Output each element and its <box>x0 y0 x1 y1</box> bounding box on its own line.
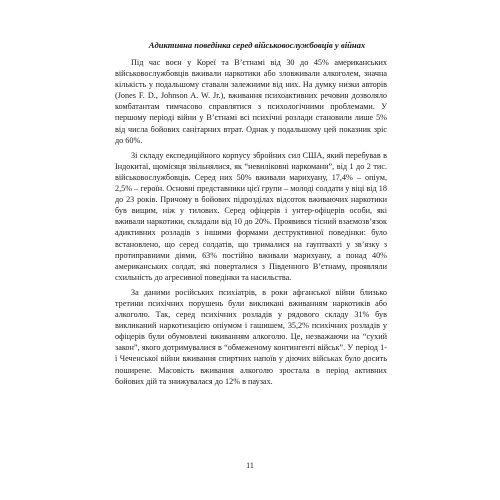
paragraph-3: За даними російських психіатрів, в роки афганської війни близько третини психічних порушень були викликані вживанням наркотиків або алкоголю. Так, серед психічних розладів у рядового складу 31% був викликаний наркотизацією опіумом і гашишем, 35,2% психічних розладів у офіцерів були обумовлені вживанням алкоголю. Це, незважаючи на “сухий закон”, якого дотримувалися в “обмеженому контингенті військ”. У період 1-ї Чеченської війни вживання спиртних напоїв у діючих військах було досить поширене. Масовість вживання алкоголю зростала в період активних бойових дій та знижувалася до 12% в паузах. <box>115 287 387 386</box>
page-title: Адиктивна поведінка серед військовослужбовців у війнах <box>148 40 366 50</box>
document-body <box>115 57 387 387</box>
paragraph-2: Зі складу експедиційного корпусу збройних сил США, який перебував в Індокитаї, щомісяця звільнялися, як “невиліковні наркомани”, від 1 до 2 тис. військовослужбовців. Серед них 50% вживали марихуану, 17,4% – опіум, 2,5% – героїн. Основні представники цієї групи – молоді солдати у віці від 18 до 23 років. Причому в бойових підрозділах відсоток вживаючих наркотики був вищим, ніж у тилових. Серед офіцерів і унтер-офіцерів особи, які вживали наркотики, складали від 10 до 20%. Проявився тісний взаємозв’язок адиктивних розладів з іншими формами деструктивної поведінки: було встановлено, що серед солдатів, що трималися на гауптвахті у зв’язку з протиправними діями, 63% постійно вживали марихуану, а понад 40% американських солдат, які поверталися з Південного В’єтнаму, проявляли схильність до агресивної поведінки та насильства. <box>115 150 387 282</box>
page-number: 11 <box>246 461 254 470</box>
paragraph-1: Під час воєн у Кореї та В’єтнамі від 30 до 45% американських військовослужбовців вживали наркотики або зловживали алкоголем, значна кількість у подальшому ставали залежними від них. На думку низки авторів (Jones F. D., Johnson A. W. Jr.), вживання психоактивних речовин дозволяло комбатантам тимчасово справлятися з психологічними проблемами. У першому періоді війни у В’єтнамі всі психічні розлади становили лише 5% від числа бойових санітарних втрат. Однак у подальшому цей показник зріс до 60%. <box>115 58 387 145</box>
